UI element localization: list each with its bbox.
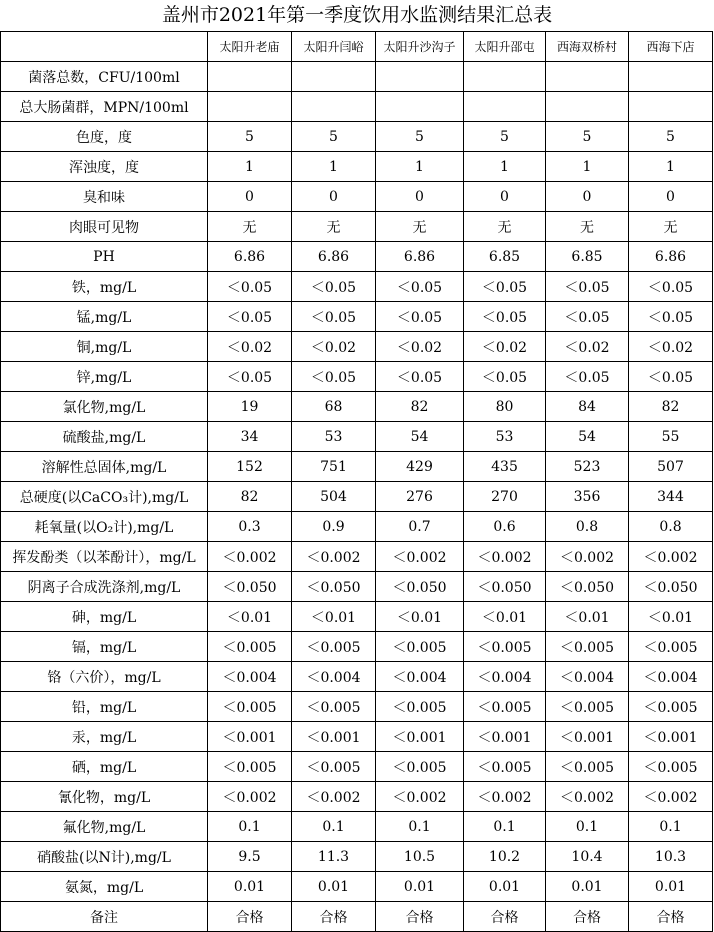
row-label: 铜,mg/L — [1, 332, 208, 362]
table-cell: ＜0.002 — [629, 542, 713, 572]
table-cell: ＜0.005 — [208, 752, 292, 782]
table-cell: ＜0.002 — [464, 542, 546, 572]
table-cell: ＜0.002 — [464, 782, 546, 812]
table-cell: ＜0.02 — [292, 332, 376, 362]
table-row — [1, 122, 713, 152]
table-cell — [546, 62, 629, 92]
table-cell — [376, 92, 464, 122]
table-cell: ＜0.001 — [546, 722, 629, 752]
table-cell: ＜0.002 — [376, 782, 464, 812]
table-cell: 507 — [629, 452, 713, 482]
row-label: 色度，度 — [1, 122, 208, 152]
table-cell: 0 — [464, 182, 546, 212]
table-cell: 82 — [376, 392, 464, 422]
row-label: 溶解性总固体,mg/L — [1, 452, 208, 482]
table-cell: ＜0.02 — [629, 332, 713, 362]
table-cell: ＜0.004 — [292, 662, 376, 692]
table-cell: 429 — [376, 452, 464, 482]
table-cell: 0.01 — [208, 872, 292, 902]
table-cell: 5 — [292, 122, 376, 152]
table-cell: ＜0.05 — [376, 362, 464, 392]
table-cell: ＜0.005 — [629, 752, 713, 782]
column-header: 太阳升沙沟子 — [376, 32, 464, 62]
table-cell: ＜0.001 — [292, 722, 376, 752]
table-cell: ＜0.002 — [376, 542, 464, 572]
table-cell: ＜0.005 — [464, 752, 546, 782]
table-cell: ＜0.05 — [629, 302, 713, 332]
table-cell: 0 — [292, 182, 376, 212]
table-row — [1, 362, 713, 392]
table-row — [1, 482, 713, 512]
table-cell: ＜0.005 — [546, 692, 629, 722]
table-cell: ＜0.01 — [629, 602, 713, 632]
table-cell: 5 — [376, 122, 464, 152]
table-row — [1, 692, 713, 722]
table-row — [1, 752, 713, 782]
table-cell: ＜0.001 — [464, 722, 546, 752]
table-cell: ＜0.001 — [629, 722, 713, 752]
table-cell: ＜0.05 — [292, 302, 376, 332]
table-cell: ＜0.05 — [464, 272, 546, 302]
table-row — [1, 182, 713, 212]
column-header: 太阳升闫峪 — [292, 32, 376, 62]
row-label: 备注 — [1, 902, 208, 932]
table-cell: ＜0.005 — [464, 632, 546, 662]
table-cell: 0.7 — [376, 512, 464, 542]
column-header: 太阳升老庙 — [208, 32, 292, 62]
table-cell: 合格 — [546, 902, 629, 932]
table-row — [1, 542, 713, 572]
table-cell: 0.3 — [208, 512, 292, 542]
table-row — [1, 902, 713, 932]
table-cell: 53 — [292, 422, 376, 452]
table-cell: 82 — [629, 392, 713, 422]
table-cell — [208, 92, 292, 122]
table-cell: ＜0.002 — [208, 782, 292, 812]
table-cell: 无 — [376, 212, 464, 242]
row-label: 汞，mg/L — [1, 722, 208, 752]
table-cell: 82 — [208, 482, 292, 512]
table-cell: ＜0.05 — [376, 272, 464, 302]
table-cell: 0.01 — [292, 872, 376, 902]
table-cell: 10.2 — [464, 842, 546, 872]
table-cell: 0.8 — [629, 512, 713, 542]
table-cell: ＜0.004 — [464, 662, 546, 692]
table-cell: 0.8 — [546, 512, 629, 542]
header-row — [1, 32, 713, 62]
table-cell: 10.5 — [376, 842, 464, 872]
table-cell: ＜0.005 — [376, 692, 464, 722]
table-cell — [546, 92, 629, 122]
table-cell: ＜0.005 — [292, 692, 376, 722]
table-row — [1, 602, 713, 632]
table-cell: ＜0.01 — [208, 602, 292, 632]
table-cell: ＜0.05 — [629, 362, 713, 392]
table-cell: 84 — [546, 392, 629, 422]
table-cell: 6.85 — [464, 242, 546, 272]
row-label: 氨氮，mg/L — [1, 872, 208, 902]
table-cell: 9.5 — [208, 842, 292, 872]
row-label: 硫酸盐,mg/L — [1, 422, 208, 452]
table-cell: 34 — [208, 422, 292, 452]
table-cell: 435 — [464, 452, 546, 482]
table-cell: 6.85 — [546, 242, 629, 272]
table-cell: ＜0.004 — [629, 662, 713, 692]
table-cell: ＜0.002 — [546, 542, 629, 572]
table-cell: ＜0.05 — [464, 362, 546, 392]
table-cell: ＜0.002 — [208, 542, 292, 572]
table-cell: ＜0.05 — [546, 302, 629, 332]
table-cell: 合格 — [464, 902, 546, 932]
table-cell: 无 — [292, 212, 376, 242]
table-cell: 68 — [292, 392, 376, 422]
table-cell: ＜0.005 — [629, 692, 713, 722]
table-cell: ＜0.05 — [208, 272, 292, 302]
table-cell: 523 — [546, 452, 629, 482]
table-cell: 0.6 — [464, 512, 546, 542]
table-cell: ＜0.050 — [546, 572, 629, 602]
table-cell — [376, 62, 464, 92]
table-cell: 53 — [464, 422, 546, 452]
table-row — [1, 722, 713, 752]
table-cell: ＜0.01 — [464, 602, 546, 632]
table-cell: 6.86 — [376, 242, 464, 272]
table-cell — [629, 92, 713, 122]
table-cell: ＜0.005 — [292, 752, 376, 782]
row-label: 氰化物，mg/L — [1, 782, 208, 812]
table-row — [1, 242, 713, 272]
table-cell: 1 — [376, 152, 464, 182]
table-row — [1, 662, 713, 692]
table-cell: 0.1 — [208, 812, 292, 842]
table-cell: ＜0.005 — [546, 632, 629, 662]
row-label: 锌,mg/L — [1, 362, 208, 392]
table-cell: 0.01 — [546, 872, 629, 902]
table-cell: 1 — [464, 152, 546, 182]
table-cell: 合格 — [208, 902, 292, 932]
table-cell — [208, 62, 292, 92]
table-cell: 0.9 — [292, 512, 376, 542]
table-cell: ＜0.002 — [546, 782, 629, 812]
header-corner — [1, 32, 208, 62]
row-label: 氟化物,mg/L — [1, 812, 208, 842]
table-cell: 0.01 — [464, 872, 546, 902]
table-cell: ＜0.050 — [376, 572, 464, 602]
table-cell: ＜0.02 — [376, 332, 464, 362]
table-cell: 356 — [546, 482, 629, 512]
table-cell: ＜0.01 — [546, 602, 629, 632]
table-cell: 344 — [629, 482, 713, 512]
table-cell: ＜0.050 — [464, 572, 546, 602]
table-cell: 0 — [629, 182, 713, 212]
table-cell: ＜0.05 — [208, 362, 292, 392]
column-header: 太阳升邵屯 — [464, 32, 546, 62]
table-cell: 1 — [292, 152, 376, 182]
table-cell: 504 — [292, 482, 376, 512]
table-cell: 0.1 — [292, 812, 376, 842]
table-cell — [464, 92, 546, 122]
table-cell: ＜0.050 — [208, 572, 292, 602]
table-cell: 10.4 — [546, 842, 629, 872]
row-label: 铅，mg/L — [1, 692, 208, 722]
table-cell: 0 — [208, 182, 292, 212]
table-cell: 0 — [376, 182, 464, 212]
table-cell — [464, 62, 546, 92]
table-cell: ＜0.001 — [208, 722, 292, 752]
row-label: 铬（六价），mg/L — [1, 662, 208, 692]
table-cell: 751 — [292, 452, 376, 482]
table-cell: 5 — [546, 122, 629, 152]
table-cell: 152 — [208, 452, 292, 482]
table-cell: 5 — [208, 122, 292, 152]
table-cell: 无 — [546, 212, 629, 242]
row-label: PH — [1, 242, 208, 272]
table-cell: ＜0.005 — [208, 632, 292, 662]
row-label: 肉眼可见物 — [1, 212, 208, 242]
table-cell: 1 — [546, 152, 629, 182]
table-cell: 55 — [629, 422, 713, 452]
table-cell: ＜0.05 — [546, 362, 629, 392]
row-label: 氯化物,mg/L — [1, 392, 208, 422]
table-cell: 合格 — [292, 902, 376, 932]
table-cell — [292, 92, 376, 122]
table-cell: 0.1 — [546, 812, 629, 842]
table-cell: ＜0.005 — [546, 752, 629, 782]
table-row — [1, 452, 713, 482]
table-cell: 无 — [208, 212, 292, 242]
row-label: 锰,mg/L — [1, 302, 208, 332]
table-cell: ＜0.05 — [292, 272, 376, 302]
table-body — [1, 62, 713, 932]
table-cell: ＜0.005 — [208, 692, 292, 722]
table-cell: ＜0.02 — [208, 332, 292, 362]
table-cell: 0.01 — [376, 872, 464, 902]
table-row — [1, 62, 713, 92]
table-cell: ＜0.01 — [292, 602, 376, 632]
table-row — [1, 302, 713, 332]
table-cell: 54 — [546, 422, 629, 452]
table-cell: 6.86 — [208, 242, 292, 272]
table-cell: ＜0.002 — [292, 542, 376, 572]
table-row — [1, 92, 713, 122]
table-row — [1, 152, 713, 182]
table-cell: ＜0.004 — [376, 662, 464, 692]
table-row — [1, 812, 713, 842]
table-cell: ＜0.050 — [629, 572, 713, 602]
row-label: 砷，mg/L — [1, 602, 208, 632]
row-label: 挥发酚类（以苯酚计），mg/L — [1, 542, 208, 572]
table-cell: 270 — [464, 482, 546, 512]
table-cell — [292, 62, 376, 92]
table-cell: 0 — [546, 182, 629, 212]
table-cell: 5 — [629, 122, 713, 152]
table-row — [1, 872, 713, 902]
table-cell: ＜0.005 — [376, 632, 464, 662]
row-label: 耗氧量(以O₂计),mg/L — [1, 512, 208, 542]
page-title: 盖州市2021年第一季度饮用水监测结果汇总表 — [161, 4, 553, 26]
table-cell: 0.01 — [629, 872, 713, 902]
table-cell: 1 — [629, 152, 713, 182]
row-label: 总大肠菌群，MPN/100ml — [1, 92, 208, 122]
table-row — [1, 572, 713, 602]
table-cell: 0.1 — [629, 812, 713, 842]
row-label: 臭和味 — [1, 182, 208, 212]
table-cell: 0.1 — [376, 812, 464, 842]
table-cell: ＜0.05 — [292, 362, 376, 392]
table-cell: ＜0.05 — [464, 302, 546, 332]
row-label: 硒，mg/L — [1, 752, 208, 782]
table-cell: 1 — [208, 152, 292, 182]
table-cell: ＜0.005 — [629, 632, 713, 662]
table-cell: ＜0.004 — [208, 662, 292, 692]
table-cell: ＜0.05 — [629, 272, 713, 302]
row-label: 镉，mg/L — [1, 632, 208, 662]
table-cell: ＜0.005 — [464, 692, 546, 722]
table-cell: 0.1 — [464, 812, 546, 842]
row-label: 铁，mg/L — [1, 272, 208, 302]
table-row — [1, 842, 713, 872]
table-cell: ＜0.002 — [629, 782, 713, 812]
table-cell: 54 — [376, 422, 464, 452]
table-cell: 无 — [629, 212, 713, 242]
table-cell: ＜0.004 — [546, 662, 629, 692]
table-cell: ＜0.05 — [208, 302, 292, 332]
table-cell: ＜0.05 — [546, 272, 629, 302]
table-row — [1, 332, 713, 362]
row-label: 阴离子合成洗涤剂,mg/L — [1, 572, 208, 602]
table-cell: 19 — [208, 392, 292, 422]
table-cell: 合格 — [629, 902, 713, 932]
table-cell: ＜0.001 — [376, 722, 464, 752]
table-row — [1, 272, 713, 302]
table-cell: 11.3 — [292, 842, 376, 872]
table-cell: 10.3 — [629, 842, 713, 872]
table-row — [1, 782, 713, 812]
table-row — [1, 632, 713, 662]
table-cell: ＜0.02 — [464, 332, 546, 362]
results-table — [0, 31, 713, 932]
table-cell: 276 — [376, 482, 464, 512]
row-label: 菌落总数，CFU/100ml — [1, 62, 208, 92]
row-label: 总硬度(以CaCO₃计),mg/L — [1, 482, 208, 512]
table-cell — [629, 62, 713, 92]
table-cell: ＜0.05 — [376, 302, 464, 332]
table-cell: ＜0.02 — [546, 332, 629, 362]
table-cell: ＜0.002 — [292, 782, 376, 812]
table-cell: ＜0.050 — [292, 572, 376, 602]
table-cell: ＜0.01 — [376, 602, 464, 632]
table-row — [1, 392, 713, 422]
table-cell: ＜0.005 — [292, 632, 376, 662]
table-row — [1, 422, 713, 452]
table-row — [1, 512, 713, 542]
row-label: 浑浊度，度 — [1, 152, 208, 182]
table-cell: 5 — [464, 122, 546, 152]
table-cell: ＜0.005 — [376, 752, 464, 782]
column-header: 西海双桥村 — [546, 32, 629, 62]
table-cell: 6.86 — [292, 242, 376, 272]
table-cell: 合格 — [376, 902, 464, 932]
table-cell: 80 — [464, 392, 546, 422]
row-label: 硝酸盐(以N计),mg/L — [1, 842, 208, 872]
table-row — [1, 212, 713, 242]
table-cell: 6.86 — [629, 242, 713, 272]
column-header: 西海下店 — [629, 32, 713, 62]
table-cell: 无 — [464, 212, 546, 242]
